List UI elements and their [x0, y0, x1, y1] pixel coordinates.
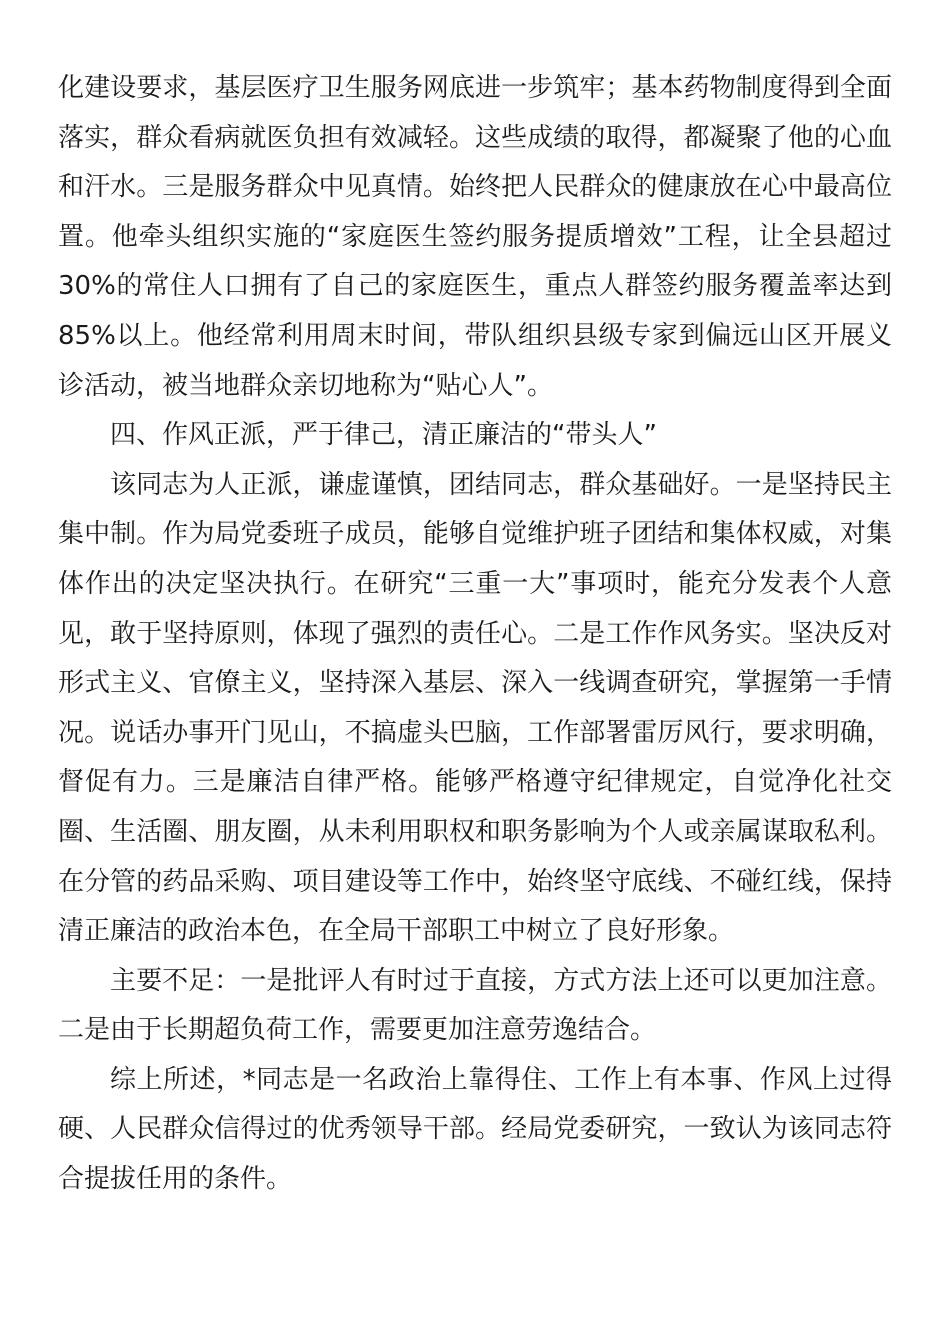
shortcomings-paragraph: 主要不足：一是批评人有时过于直接，方式方法上还可以更加注意。二是由于长期超负荷工作，需要更加注意劳逸结合。	[58, 965, 892, 1046]
body-paragraph: 该同志为人正派，谦虚谨慎，团结同志，群众基础好。一是坚持民主集中制。作为局党委班子成员，能够自觉维护班子团结和集体权威，对集体作出的决定坚决执行。在研究“三重一大”事项时，能充分发表个人意见，敢于坚持原则，体现了强烈的责任心。二是工作作风务实。坚决反对形式主义、官僚主义，坚持深入基层、深入一线调查研究，掌握第一手情况。说话办事开门见山，不搞虚头巴脑，工作部署雷厉风行，要求明确，督促有力。三是廉洁自律严格。能够严格遵守纪律规定，自觉净化社交圈、生活圈、朋友圈，从未利用职权和职务影响为个人或亲属谋取私利。在分管的药品采购、项目建设等工作中，始终坚守底线、不碰红线，保持清正廉洁的政治本色，在全局干部职工中树立了良好形象。	[58, 469, 892, 947]
document-body	[58, 64, 892, 1205]
conclusion-paragraph: 综上所述，*同志是一名政治上靠得住、工作上有本事、作风上过得硬、人民群众信得过的优秀领导干部。经局党委研究，一致认为该同志符合提拔任用的条件。	[58, 1064, 892, 1195]
body-paragraph: 化建设要求，基层医疗卫生服务网底进一步筑牢；基本药物制度得到全面落实，群众看病就医负担有效减轻。这些成绩的取得，都凝聚了他的心血和汗水。三是服务群众中见真情。始终把人民群众的健康放在心中最高位置。他牵头组织实施的“家庭医生签约服务提质增效”工程，让全县超过30%的常住人口拥有了自己的家庭医生，重点人群签约服务覆盖率达到85%以上。他经常利用周末时间，带队组织县级专家到偏远山区开展义诊活动，被当地群众亲切地称为“贴心人”。	[58, 73, 892, 401]
section-heading: 四、作风正派，严于律己，清正廉洁的“带头人”	[110, 420, 657, 451]
